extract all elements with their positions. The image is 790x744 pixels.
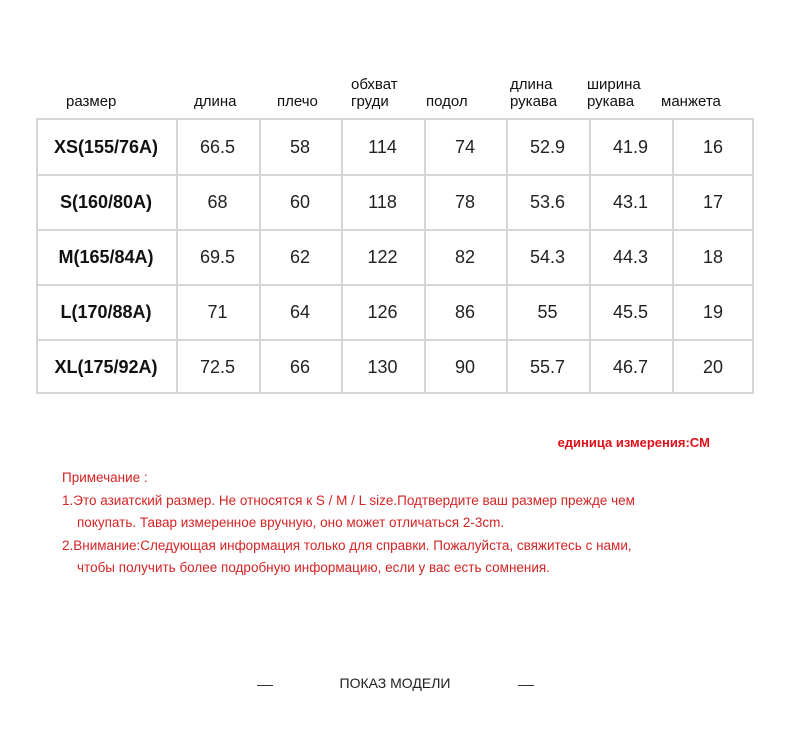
measurement-cell: 54.3 bbox=[529, 247, 566, 267]
column-header-line: плечо bbox=[277, 93, 318, 110]
measurement-cell: 122 bbox=[367, 247, 398, 267]
column-header bbox=[426, 93, 468, 110]
column-header-line: длина bbox=[194, 93, 237, 110]
measurement-cell: 66.5 bbox=[199, 137, 236, 157]
grid-line-horizontal bbox=[36, 339, 754, 341]
measurement-cell: 64 bbox=[289, 302, 311, 322]
table-row bbox=[36, 340, 754, 395]
measurement-cell: 114 bbox=[368, 137, 397, 157]
notes-title: Примечание : bbox=[62, 470, 148, 485]
grid-line-horizontal bbox=[36, 229, 754, 231]
measurement-cell: 45.5 bbox=[612, 302, 649, 322]
column-header bbox=[66, 93, 116, 110]
column-header bbox=[194, 93, 237, 110]
measurement-cell: 53.6 bbox=[529, 192, 566, 212]
measurement-cell: 17 bbox=[702, 192, 724, 212]
column-header bbox=[351, 76, 398, 110]
column-header-line: подол bbox=[426, 93, 468, 110]
measurement-cell: 78 bbox=[454, 192, 476, 212]
column-header-line: груди bbox=[351, 93, 389, 110]
measurement-cell: 43.1 bbox=[612, 192, 649, 212]
note-line-2b: чтобы получить более подробную информацию, если у вас есть сомнения. bbox=[77, 560, 550, 575]
column-header-line: рукава bbox=[510, 93, 558, 110]
size-label-cell: XL(175/92A) bbox=[54, 357, 158, 377]
column-header bbox=[587, 76, 641, 110]
table-row bbox=[36, 120, 754, 175]
measurement-cell: 41.9 bbox=[612, 137, 649, 157]
table-row bbox=[36, 285, 754, 340]
measurement-cell: 90 bbox=[454, 357, 476, 377]
measurement-cell: 18 bbox=[702, 247, 724, 267]
grid-line-horizontal bbox=[36, 174, 754, 176]
measurement-cell: 82 bbox=[454, 247, 476, 267]
measurement-cell: 62 bbox=[289, 247, 311, 267]
size-label-cell: M(165/84A) bbox=[58, 247, 154, 267]
measurement-cell: 66 bbox=[289, 357, 311, 377]
measurement-cell: 20 bbox=[702, 357, 724, 377]
grid-line-horizontal bbox=[36, 284, 754, 286]
size-table-header bbox=[36, 68, 754, 118]
measurement-cell: 68 bbox=[207, 192, 228, 212]
size-label-cell: S(160/80A) bbox=[59, 192, 153, 212]
note-line-1: 1.Это азиатский размер. Не относятся к S / M / L size.Подтвердите ваш размер прежде чем bbox=[62, 492, 635, 508]
size-table bbox=[36, 118, 754, 394]
measurement-cell: 16 bbox=[702, 137, 724, 157]
column-header bbox=[661, 93, 721, 110]
column-header bbox=[510, 76, 557, 110]
footer-dash-right bbox=[518, 685, 534, 686]
measurement-cell: 44.3 bbox=[612, 247, 649, 267]
column-header-line: ширина bbox=[587, 76, 641, 93]
measurement-cell: 69.5 bbox=[199, 247, 236, 267]
column-header-line: длина bbox=[510, 76, 553, 93]
unit-note: единица измерения:CM bbox=[557, 435, 710, 450]
table-row bbox=[36, 230, 754, 285]
measurement-cell: 19 bbox=[702, 302, 724, 322]
size-label-cell: XS(155/76A) bbox=[53, 137, 159, 157]
measurement-cell: 71 bbox=[207, 302, 228, 322]
column-header-line: манжета bbox=[661, 93, 721, 110]
measurement-cell: 126 bbox=[367, 302, 398, 322]
measurement-cell: 55 bbox=[537, 302, 558, 322]
measurement-cell: 118 bbox=[368, 192, 397, 212]
measurement-cell: 55.7 bbox=[529, 357, 566, 377]
measurement-cell: 46.7 bbox=[612, 357, 649, 377]
note-line-2: 2.Внимание:Следующая информация только для справки. Пожалуйста, свяжитесь с нами, bbox=[62, 537, 632, 553]
note-line-1b: покупать. Тавар измеренное вручную, оно может отличаться 2-3cm. bbox=[77, 515, 505, 530]
column-header bbox=[277, 93, 318, 110]
measurement-cell: 52.9 bbox=[529, 137, 566, 157]
measurement-cell: 60 bbox=[289, 192, 311, 212]
column-header-line: обхват bbox=[351, 76, 398, 93]
header-row bbox=[36, 68, 754, 118]
measurement-cell: 74 bbox=[454, 137, 476, 157]
table-row bbox=[36, 175, 754, 230]
column-header-line: размер bbox=[66, 93, 117, 110]
measurement-cell: 58 bbox=[289, 137, 311, 157]
size-label-cell: L(170/88A) bbox=[60, 302, 152, 322]
measurement-cell: 72.5 bbox=[199, 357, 236, 377]
measurement-cell: 86 bbox=[454, 302, 476, 322]
notes bbox=[62, 467, 742, 580]
model-show-label: ПОКАЗ МОДЕЛИ bbox=[339, 675, 451, 691]
column-header-line: рукава bbox=[587, 93, 635, 110]
measurement-cell: 130 bbox=[367, 357, 398, 377]
